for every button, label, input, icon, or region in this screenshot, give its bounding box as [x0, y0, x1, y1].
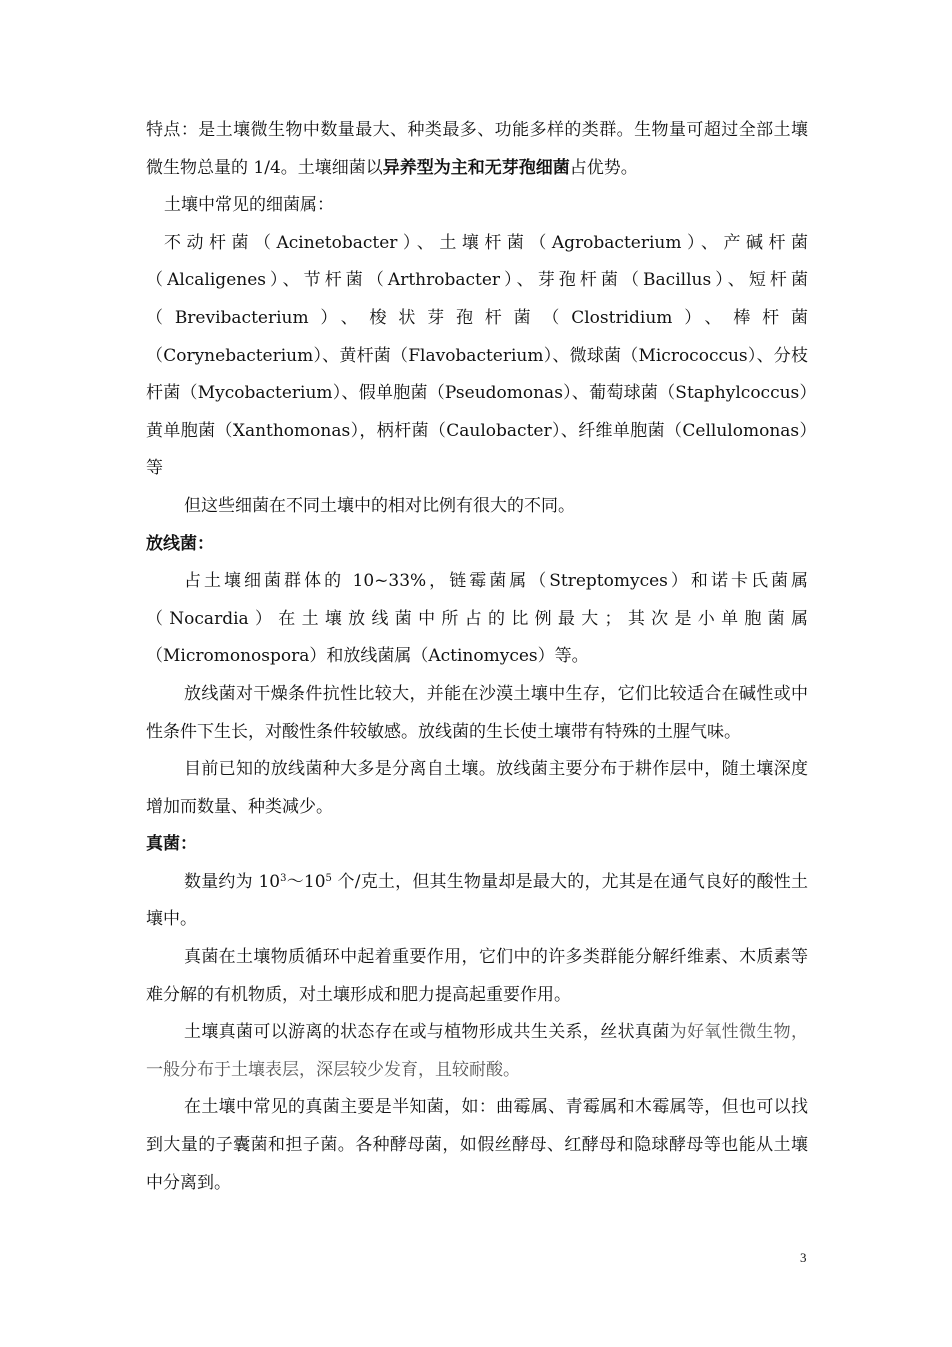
fungi-paragraph-3	[146, 1014, 808, 1089]
page-content	[146, 112, 808, 1202]
fungi-count-range: ～10	[286, 871, 326, 892]
actinomycetes-paragraph-1: 占土壤细菌群体的 10~33%，链霉菌属（Streptomyces）和诺卡氏菌属（Nocardia）在土壤放线菌中所占的比例最大；其次是小单胞菌属（Micromonospora）和放线菌属（Actinomyces）等。	[146, 571, 808, 667]
fungi-heading: 真菌：	[146, 834, 197, 855]
actinomycetes-paragraph-3: 目前已知的放线菌种大多是分离自土壤。放线菌主要分布于耕作层中，随土壤深度增加而数量、种类减少。	[146, 759, 808, 817]
bacteria-features-bold: 异养型为主和无芽孢细菌	[382, 157, 570, 178]
fungi-count-exponent-low: 3	[280, 872, 287, 884]
fungi-paragraph-4: 在土壤中常见的真菌主要是半知菌，如：曲霉属、青霉属和木霉属等，但也可以找到大量的子囊菌和担子菌。各种酵母菌，如假丝酵母、红酵母和隐球酵母等也能从土壤中分离到。	[146, 1097, 808, 1193]
fungi-count-rest: 个/克土，但其生物量却是最大的，尤其是在通气良好的酸性土壤中。	[146, 871, 808, 930]
bacteria-features-text: 特点：是土壤微生物中数量最大、种类最多、功能多样的类群。生物量可超过全部土壤微生物总量的 1/4。土壤细菌以	[146, 120, 808, 178]
bacteria-features-text-end: 占优势。	[569, 157, 638, 178]
fungi-count-exponent-high: 5	[325, 872, 332, 884]
common-genera-list: 不动杆菌（Acinetobacter）、土壤杆菌（Agrobacterium）、产碱杆菌（Alcaligenes）、节杆菌（Arthrobacter）、芽孢杆菌（Bacillus）、短杆菌（Brevibacterium）、梭状芽孢杆菌（Clostridium）、棒杆菌（Corynebacterium）、黄杆菌（Flavobacterium）、微球菌（Micrococcus）、分枝杆菌（Mycobacterium）、假单胞菌（Pseudomonas）、葡萄球菌（Staphylcoccus）黄单胞菌（Xanthomonas），柄杆菌（Caulobacter）、纤维单胞菌（Cellulomonas）等	[146, 232, 808, 479]
fungi-paragraph-3-text: 土壤真菌可以游离的状态存在或与植物形成共生关系，丝状真菌	[184, 1022, 670, 1043]
fungi-paragraph-1	[146, 864, 808, 939]
page-number: 3	[800, 1250, 807, 1265]
fungi-paragraph-2: 真菌在土壤物质循环中起着重要作用，它们中的许多类群能分解纤维素、木质素等难分解的有机物质，对土壤形成和肥力提高起重要作用。	[146, 947, 808, 1005]
common-genera-heading: 土壤中常见的细菌属：	[164, 195, 334, 216]
actinomycetes-heading: 放线菌：	[146, 533, 214, 554]
genera-note: 但这些细菌在不同土壤中的相对比例有很大的不同。	[184, 495, 575, 516]
actinomycetes-paragraph-2: 放线菌对干燥条件抗性比较大，并能在沙漠土壤中生存，它们比较适合在碱性或中性条件下生长，对酸性条件较敏感。放线菌的生长使土壤带有特殊的土腥气味。	[146, 683, 808, 742]
fungi-count-text: 数量约为 10	[184, 871, 281, 892]
bacteria-features-paragraph	[146, 112, 808, 187]
fungi-paragraph-3-faded: 为好氧性微生物，一般分布于土壤表层，深层较少发育，且较耐酸。	[146, 1022, 809, 1080]
